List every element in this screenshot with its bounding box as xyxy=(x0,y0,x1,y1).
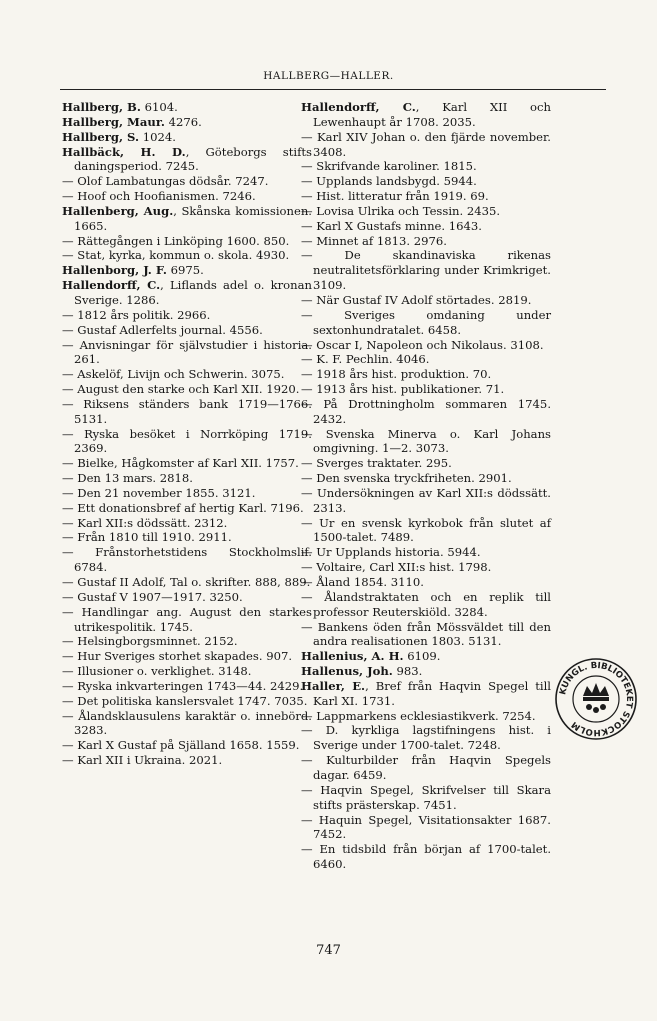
index-entry xyxy=(62,174,312,189)
index-entry xyxy=(62,590,312,605)
index-entry xyxy=(62,323,312,338)
entry-text: — Rättegången i Linköping 1600. 850. xyxy=(62,233,290,248)
index-entry xyxy=(301,620,551,650)
entry-text: — Minnet af 1813. 2976. xyxy=(301,233,447,248)
entry-text: 6975. xyxy=(166,263,204,278)
entry-text: 1024. xyxy=(139,129,176,144)
entry-text: 4276. xyxy=(164,114,202,129)
entry-text: — Åland 1854. 3110. xyxy=(301,575,424,589)
entry-text: — Sverges traktater. 295. xyxy=(301,456,452,471)
index-entry xyxy=(62,204,312,234)
entry-text: — Karl X Gustaf på Själland 1658. 1559. xyxy=(62,738,300,753)
left-column xyxy=(62,100,312,768)
entry-text: — Karl X Gustafs minne. 1643. xyxy=(301,218,482,233)
library-stamp-icon xyxy=(553,656,639,742)
entry-text: — Helsingborgsminnet. 2152. xyxy=(62,634,238,649)
entry-text: — Askelöf, Livijn och Schwerin. 3075. xyxy=(62,367,285,382)
entry-text: — Lappmarkens ecklesiastikverk. 7254. xyxy=(301,708,536,723)
entry-text: — 1913 års hist. publikationer. 71. xyxy=(301,382,505,397)
index-entry xyxy=(62,471,312,486)
index-entry xyxy=(62,397,312,427)
index-entry xyxy=(301,352,551,367)
index-entry xyxy=(62,634,312,649)
entry-text: , Karl XII och Lewenhaupt år 1708. 2035. xyxy=(313,100,551,129)
index-entry xyxy=(62,605,312,635)
entry-text: — Illusioner o. verklighet. 3148. xyxy=(62,664,252,679)
entry-author: Hallenborg, J. F. xyxy=(62,263,167,278)
entry-text: — Anvisningar för självstudier i historia. 261. xyxy=(62,337,312,367)
entry-text: — Stat, kyrka, kommun o. skola. 4930. xyxy=(62,248,290,263)
entry-text: — August den starke och Karl XII. 1920. xyxy=(62,382,300,397)
index-entry xyxy=(301,100,551,130)
entry-text: — Den svenska tryckfriheten. 2901. xyxy=(301,471,512,486)
index-entry xyxy=(301,427,551,457)
crown-icon xyxy=(583,683,609,713)
index-entry xyxy=(62,263,312,278)
index-entry xyxy=(301,516,551,546)
entry-author: Hallenius, A. H. xyxy=(301,649,404,664)
index-entry xyxy=(62,382,312,397)
index-entry xyxy=(301,159,551,174)
index-entry xyxy=(301,397,551,427)
index-entry xyxy=(62,308,312,323)
entry-text: — Gustaf II Adolf, Tal o. skrifter. 888, 889. xyxy=(62,575,311,589)
header-rule xyxy=(60,89,606,90)
entry-text: — Skrifvande karoliner. 1815. xyxy=(301,159,477,174)
index-entry xyxy=(62,456,312,471)
entry-author: Haller, E. xyxy=(301,678,366,693)
entry-text: — Karl XII:s dödssätt. 2312. xyxy=(62,515,228,530)
index-entry xyxy=(62,338,312,368)
index-entry xyxy=(301,560,551,575)
index-entry xyxy=(301,234,551,249)
index-entry xyxy=(301,219,551,234)
index-entry xyxy=(301,174,551,189)
index-entry xyxy=(301,842,551,872)
entry-text: , Göteborgs stifts daningsperiod. 7245. xyxy=(74,144,312,174)
entry-text: — En tidsbild från början af 1700-talet. 6460. xyxy=(301,842,551,872)
index-entry xyxy=(301,575,551,590)
entry-text: — Ett donationsbref af hertig Karl. 7196. xyxy=(62,500,304,515)
entry-text: — Oscar I, Napoleon och Nikolaus. 3108. xyxy=(301,337,544,352)
index-entry xyxy=(62,145,312,175)
entry-text: — Haqvin Spegel, Skrifvelser till Skara stifts prästerskap. 7451. xyxy=(301,782,551,812)
entry-text: — Bankens öden från Mössväldet till den andra realisationen 1803. 5131. xyxy=(301,619,551,649)
entry-text: 6104. xyxy=(140,100,178,114)
entry-author: Hallbäck, H. D. xyxy=(62,144,186,159)
index-entry xyxy=(62,367,312,382)
index-entry xyxy=(301,679,551,709)
index-entry xyxy=(301,753,551,783)
index-entry xyxy=(62,753,312,768)
index-entry xyxy=(62,189,312,204)
right-column xyxy=(301,100,551,872)
entry-text: — Ur en svensk kyrkobok från slutet af 1500-talet. 7489. xyxy=(301,515,551,545)
entry-text: — Handlingar ang. August den starkes utrikespolitik. 1745. xyxy=(62,604,312,634)
index-entry xyxy=(301,456,551,471)
entry-author: Hallberg, B. xyxy=(62,100,141,114)
index-entry xyxy=(301,189,551,204)
entry-text: — På Drottningholm sommaren 1745. 2432. xyxy=(301,396,551,426)
entry-text: — Hur Sveriges storhet skapades. 907. xyxy=(62,649,293,664)
index-entry xyxy=(62,100,312,115)
entry-text: — 1812 års politik. 2966. xyxy=(62,307,211,322)
index-entry xyxy=(301,590,551,620)
entry-text: — 1918 års hist. produktion. 70. xyxy=(301,367,492,382)
entry-text: — Gustaf V 1907—1917. 3250. xyxy=(62,589,243,604)
index-entry xyxy=(301,813,551,843)
entry-text: — Karl XII i Ukraina. 2021. xyxy=(62,753,223,768)
index-entry xyxy=(301,308,551,338)
entry-text: — Ålandstraktaten och en replik till professor Reuterskiöld. 3284. xyxy=(301,589,551,619)
index-entry xyxy=(62,234,312,249)
index-entry xyxy=(62,427,312,457)
entry-text: — Det politiska kanslersvalet 1747. 7035. xyxy=(62,693,308,708)
index-entry xyxy=(62,545,312,575)
index-entry xyxy=(62,738,312,753)
index-entry xyxy=(301,338,551,353)
index-entry xyxy=(62,530,312,545)
entry-author: Hallendorff, C. xyxy=(301,100,416,114)
index-entry xyxy=(62,130,312,145)
entry-text: — Hoof och Hoofianismen. 7246. xyxy=(62,189,256,204)
index-entry xyxy=(62,248,312,263)
index-entry xyxy=(301,709,551,724)
index-entry xyxy=(301,204,551,219)
entry-text: — Den 13 mars. 2818. xyxy=(62,471,193,486)
index-entry xyxy=(301,649,551,664)
index-entry xyxy=(301,486,551,516)
entry-text: — Ryska besöket i Norrköping 1719. 2369. xyxy=(62,426,312,456)
index-entry xyxy=(62,486,312,501)
entry-text: — K. F. Pechlin. 4046. xyxy=(301,352,430,367)
index-entry xyxy=(301,723,551,753)
entry-text: , Skånska komissionen. 1665. xyxy=(74,203,312,233)
index-entry xyxy=(301,130,551,160)
entry-text: — Hist. litteratur från 1919. 69. xyxy=(301,189,489,204)
index-entry xyxy=(62,649,312,664)
entry-text: — Voltaire, Carl XII:s hist. 1798. xyxy=(301,560,492,575)
entry-text: — Gustaf Adlerfelts journal. 4556. xyxy=(62,322,263,337)
entry-text: — D. kyrkliga lagstifningens hist. i Sverige under 1700-talet. 7248. xyxy=(301,723,551,753)
index-entry xyxy=(301,293,551,308)
entry-text: — Olof Lambatungas dödsår. 7247. xyxy=(62,174,269,189)
index-entry xyxy=(62,501,312,516)
entry-text: — Lovisa Ulrika och Tessin. 2435. xyxy=(301,203,501,218)
entry-text: — Frånstorhetstidens Stockholmslif. 6784. xyxy=(62,545,312,575)
entry-text: , Liflands adel o. kronan Sverige. 1286. xyxy=(74,278,312,307)
entry-text: — Den 21 november 1855. 3121. xyxy=(62,485,256,500)
index-entry xyxy=(62,278,312,308)
entry-text: , Bref från Haqvin Spegel till Karl XI. 1731. xyxy=(313,678,551,708)
entry-author: Hallberg, S. xyxy=(62,129,140,144)
entry-text: — Ur Upplands historia. 5944. xyxy=(301,545,481,560)
entry-author: Hallenus, Joh. xyxy=(301,664,393,679)
entry-text: — Bielke, Hågkomster af Karl XII. 1757. xyxy=(62,456,299,471)
entry-text: 983. xyxy=(392,664,423,679)
index-entry xyxy=(301,545,551,560)
entry-text: — Sveriges omdaning under sextonhundratalet. 6458. xyxy=(301,307,551,337)
entry-text: — Riksens ständers bank 1719—1766. 5131. xyxy=(62,396,312,426)
entry-text: — Karl XIV Johan o. den fjärde november. 3408. xyxy=(301,129,551,159)
index-entry xyxy=(62,709,312,739)
page-number: 747 xyxy=(316,943,341,958)
index-entry xyxy=(62,575,312,590)
entry-text: — Svenska Minerva o. Karl Johans omgivning. 1—2. 3073. xyxy=(301,426,551,456)
entry-author: Hallendorff, C. xyxy=(62,278,161,293)
index-entry xyxy=(62,679,312,694)
index-entry xyxy=(301,382,551,397)
entry-text: — Upplands landsbygd. 5944. xyxy=(301,174,477,189)
index-entry xyxy=(62,664,312,679)
entry-text: 6109. xyxy=(403,649,441,664)
index-entry xyxy=(62,516,312,531)
entry-text: — När Gustaf IV Adolf störtades. 2819. xyxy=(301,292,532,307)
index-entry xyxy=(301,471,551,486)
index-entry xyxy=(301,664,551,679)
entry-text: — Ålandsklausulens karaktär o. innebörd. 3283. xyxy=(62,708,312,738)
entry-text: — Ryska inkvarteringen 1743—44. 2429. xyxy=(62,678,304,693)
index-entry xyxy=(301,783,551,813)
entry-text: — Haquin Spegel, Visitationsakter 1687. 7452. xyxy=(301,812,551,842)
entry-text: — Från 1810 till 1910. 2911. xyxy=(62,530,232,545)
index-entry xyxy=(62,115,312,130)
entry-text: — Kulturbilder från Haqvin Spegels dagar. 6459. xyxy=(301,753,551,782)
index-entry xyxy=(62,694,312,709)
stamp-text: KUNGL. BIBLIOTEKET STOCKHOLM xyxy=(558,660,635,738)
entry-author: Hallenberg, Aug. xyxy=(62,203,174,218)
page-header: HALLBERG—HALLER. xyxy=(263,70,394,82)
entry-text: — De skandinaviska rikenas neutralitetsförklaring under Krimkriget. 3109. xyxy=(301,248,551,293)
index-entry xyxy=(301,248,551,293)
entry-author: Hallberg, Maur. xyxy=(62,114,165,129)
index-entry xyxy=(301,367,551,382)
entry-text: — Undersökningen av Karl XII:s dödssätt. 2313. xyxy=(301,485,551,515)
